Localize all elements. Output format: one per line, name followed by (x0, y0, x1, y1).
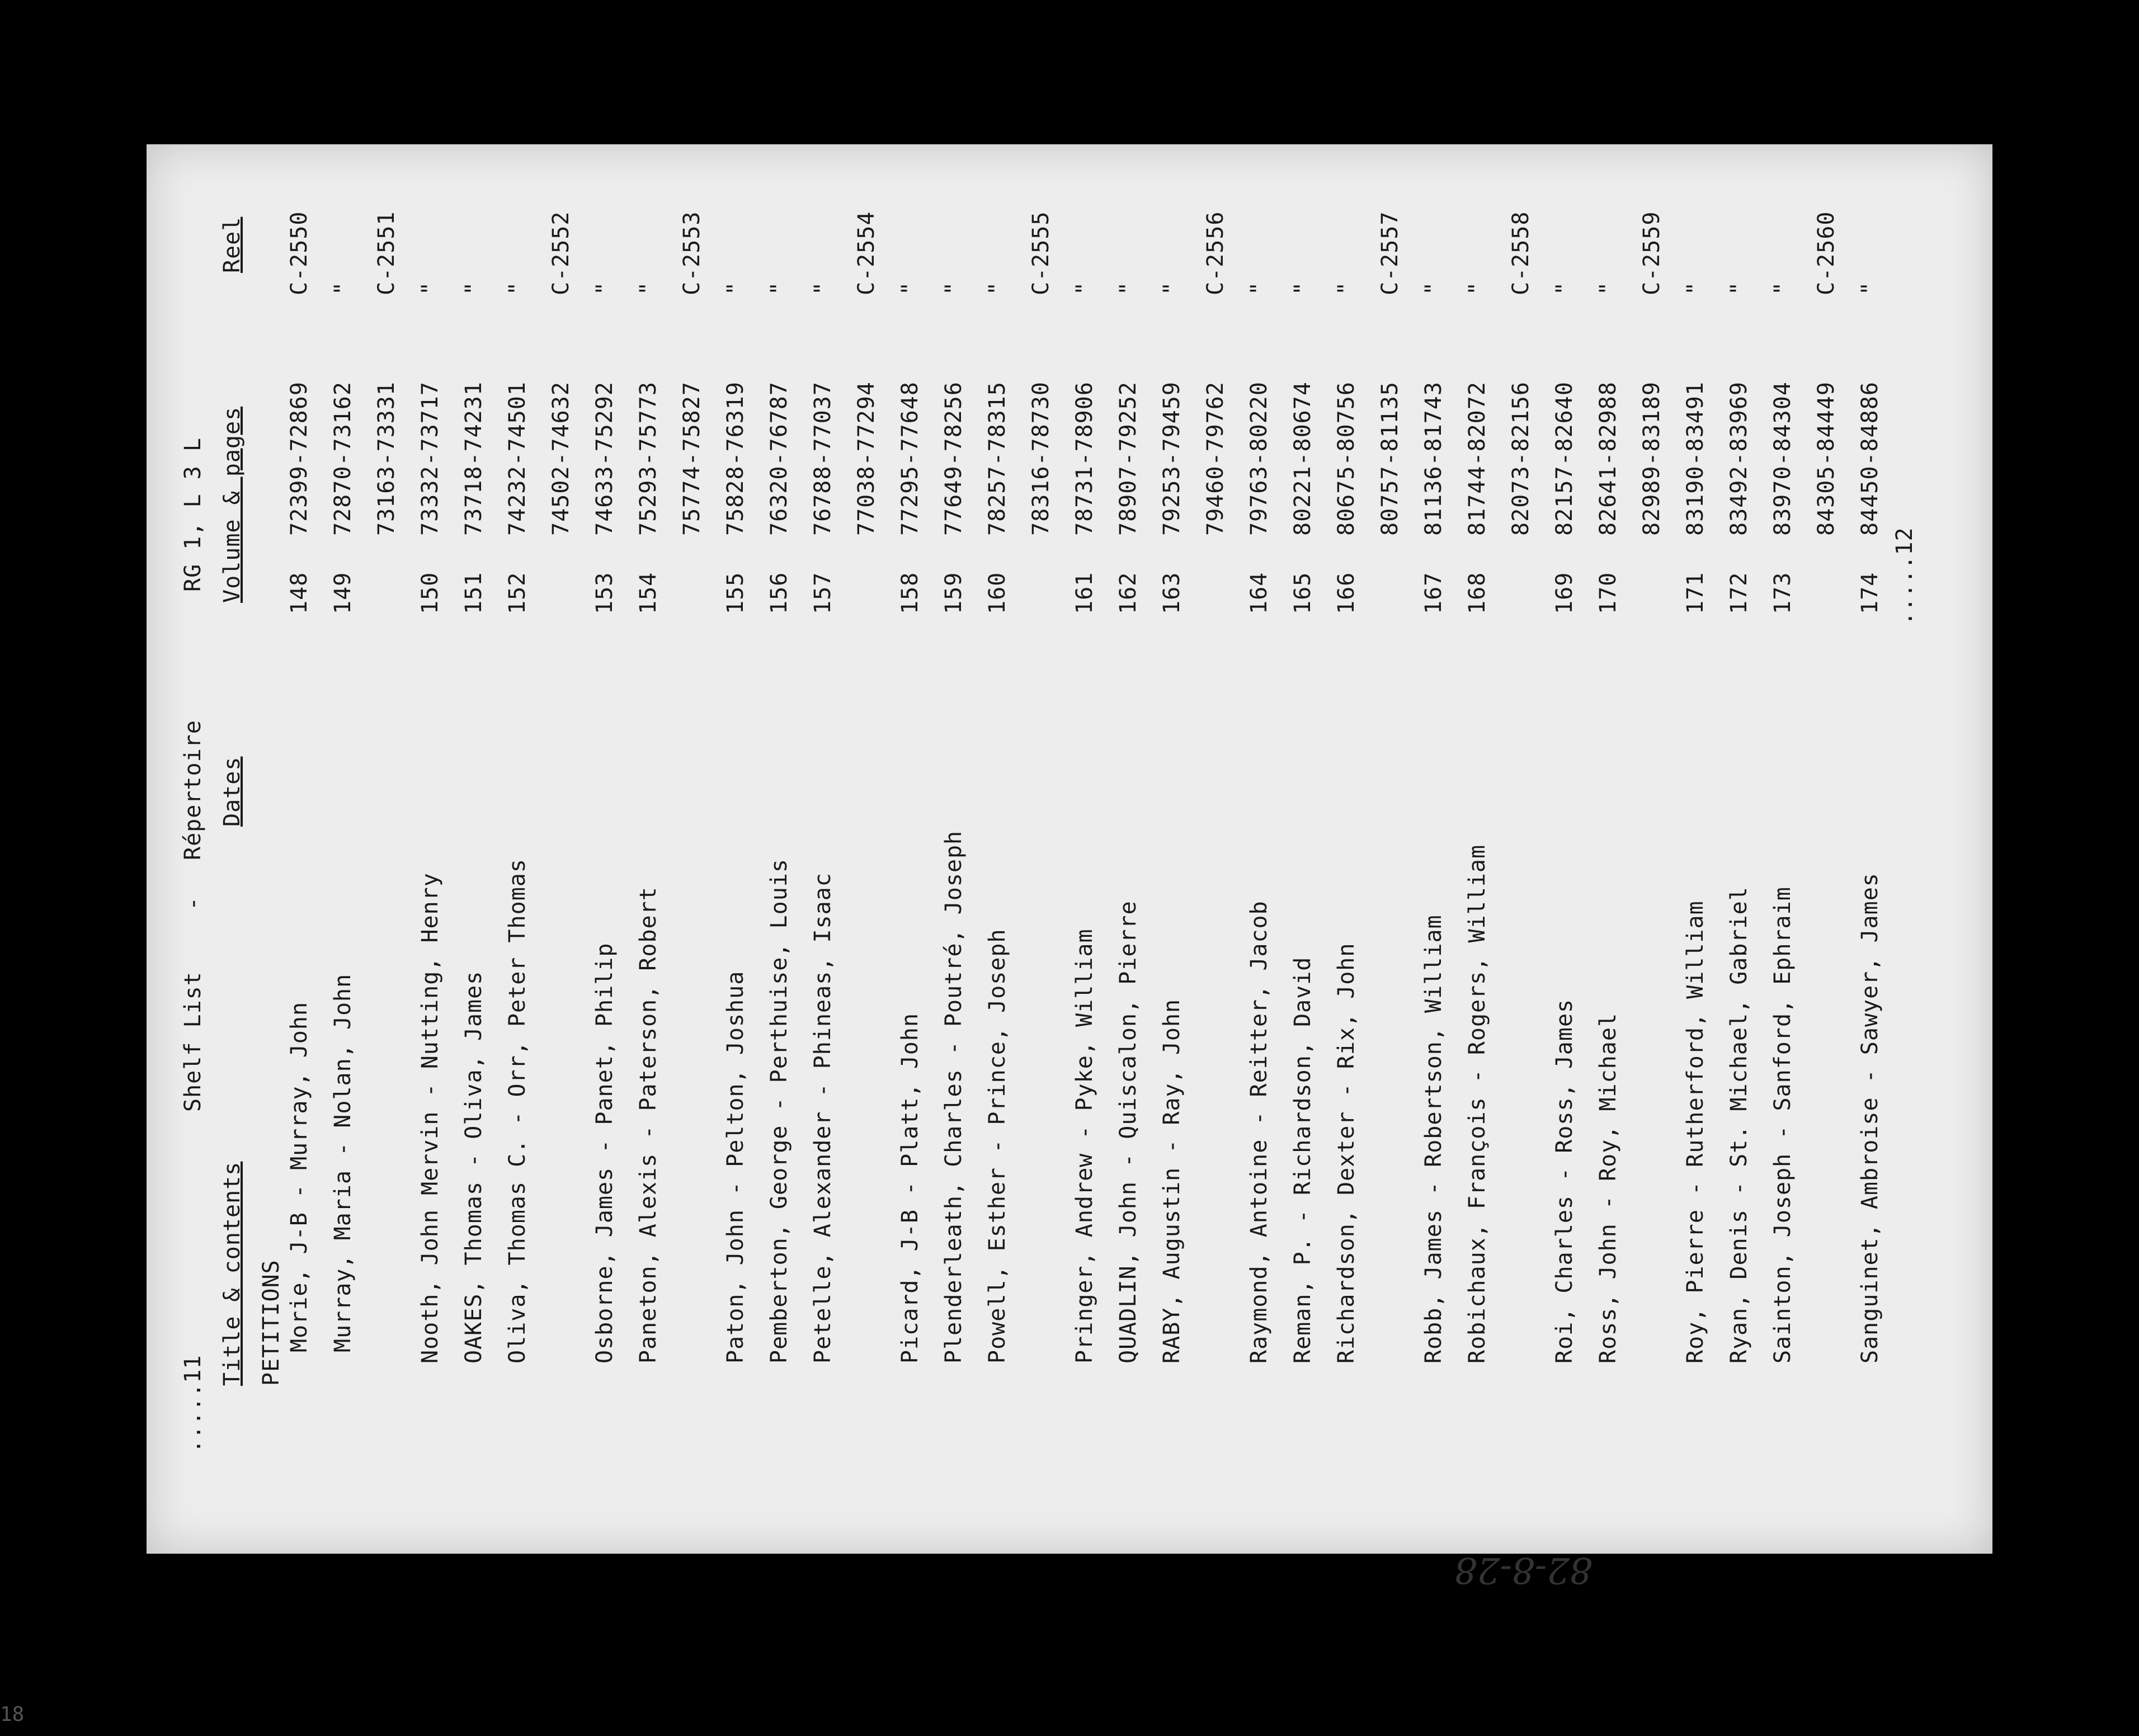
entry-name: Petelle, Alexander - Phineas, Isaac (810, 872, 836, 1364)
col-reel: Reel (219, 216, 245, 273)
entry-pages: 84305-84449 (1813, 381, 1839, 536)
entry-volume: 151 (461, 572, 487, 614)
entry-name: Pemberton, George - Perthuise, Louis (766, 858, 792, 1364)
entry-name: Raymond, Antoine - Reitter, Jacob (1246, 900, 1272, 1364)
entry-volume: 155 (723, 572, 748, 614)
entry-reel: " (1421, 281, 1447, 295)
entry-reel: C-2553 (679, 211, 705, 295)
table-row (505, 144, 544, 1554)
entry-name: Paneton, Alexis - Paterson, Robert (635, 886, 661, 1364)
table-row (1290, 144, 1329, 1554)
entry-reel: C-2554 (854, 211, 879, 295)
entry-volume: 161 (1072, 572, 1097, 614)
entry-volume: 148 (286, 572, 312, 614)
entry-pages: 75774-75827 (679, 381, 705, 536)
entry-name: Picard, J-B - Platt, John (897, 1012, 923, 1364)
table-row (1770, 144, 1809, 1554)
entry-reel: C-2557 (1377, 211, 1403, 295)
entry-reel: " (1595, 281, 1621, 295)
entry-name: Reman, P. - Richardson, David (1290, 956, 1316, 1364)
entry-name: Sainton, Joseph - Sanford, Ephraim (1770, 886, 1796, 1364)
entry-reel: " (810, 281, 836, 295)
table-row (286, 144, 326, 1554)
entry-reel: " (1464, 281, 1490, 295)
entry-volume: 174 (1857, 572, 1883, 614)
entry-reel: " (1552, 281, 1577, 295)
reference: RG 1, L 3 L (180, 437, 206, 592)
entry-pages: 77295-77648 (897, 381, 923, 536)
entry-reel: " (417, 281, 443, 295)
entry-reel: " (461, 281, 487, 295)
table-row (679, 144, 718, 1554)
table-row (1857, 144, 1896, 1554)
page-prev-marker: .....11 (180, 1355, 206, 1453)
entry-pages: 80757-81135 (1377, 381, 1403, 536)
entry-reel: C-2560 (1813, 211, 1839, 295)
table-row (1813, 144, 1853, 1554)
table-row (1464, 144, 1504, 1554)
table-row (854, 144, 893, 1554)
col-title: Title & contents (219, 1161, 245, 1386)
entry-pages: 82157-82640 (1552, 381, 1577, 536)
entry-volume: 170 (1595, 572, 1621, 614)
table-row (1639, 144, 1678, 1554)
table-row (461, 144, 500, 1554)
entry-pages: 82989-83189 (1639, 381, 1665, 536)
entry-pages: 72870-73162 (330, 381, 356, 536)
entry-volume: 173 (1770, 572, 1796, 614)
entry-name: Ryan, Denis - St. Michael, Gabriel (1726, 886, 1752, 1364)
table-row (1508, 144, 1547, 1554)
entry-reel: " (1159, 281, 1185, 295)
entry-reel: " (1115, 281, 1141, 295)
entry-reel: C-2550 (286, 211, 312, 295)
entry-reel: " (1770, 281, 1796, 295)
entry-pages: 79460-79762 (1203, 381, 1228, 536)
entry-pages: 76320-76787 (766, 381, 792, 536)
entry-volume: 156 (766, 572, 792, 614)
entry-pages: 75293-75773 (635, 381, 661, 536)
entry-volume: 169 (1552, 572, 1577, 614)
entry-reel: " (592, 281, 618, 295)
entry-pages: 79253-79459 (1159, 381, 1185, 536)
entry-name: Nooth, John Mervin - Nutting, Henry (417, 872, 443, 1364)
entry-pages: 77038-77294 (854, 381, 879, 536)
entry-name: Oliva, Thomas C. - Orr, Peter Thomas (505, 858, 530, 1364)
entry-pages: 78731-78906 (1072, 381, 1097, 536)
entry-reel: " (635, 281, 661, 295)
col-dates: Dates (219, 756, 245, 827)
table-row (1072, 144, 1111, 1554)
table-row (635, 144, 675, 1554)
entry-reel: " (723, 281, 748, 295)
entry-pages: 77649-78256 (941, 381, 967, 536)
corner-mark: 18 (0, 1703, 25, 1726)
entry-volume: 166 (1334, 572, 1359, 614)
entry-reel: " (897, 281, 923, 295)
entry-name: RABY, Augustin - Ray, John (1159, 998, 1185, 1364)
table-row (417, 144, 456, 1554)
entry-name: Richardson, Dexter - Rix, John (1334, 942, 1359, 1364)
entry-reel: C-2551 (374, 211, 399, 295)
entry-pages: 83190-83491 (1683, 381, 1708, 536)
entry-volume: 152 (505, 572, 530, 614)
table-row (766, 144, 805, 1554)
handwritten-note: 82-8-28 (1454, 1549, 1593, 1591)
table-row (1683, 144, 1722, 1554)
title-dash: - (180, 896, 206, 911)
entry-pages: 76788-77037 (810, 381, 836, 536)
entry-pages: 83970-84304 (1770, 381, 1796, 536)
table-row (592, 144, 631, 1554)
entry-pages: 78257-78315 (984, 381, 1010, 536)
entry-name: Paton, John - Pelton, Joshua (723, 970, 748, 1364)
entry-name: Plenderleath, Charles - Poutré, Joseph (941, 830, 967, 1364)
entry-reel: " (1334, 281, 1359, 295)
entry-pages: 81136-81743 (1421, 381, 1447, 536)
entry-name: Ross, John - Roy, Michael (1595, 1012, 1621, 1364)
entry-pages: 80221-80674 (1290, 381, 1316, 536)
table-row (1246, 144, 1285, 1554)
table-row (1595, 144, 1634, 1554)
entry-reel: " (505, 281, 530, 295)
entry-pages: 74502-74632 (548, 381, 574, 536)
entry-reel: C-2558 (1508, 211, 1534, 295)
entry-reel: " (941, 281, 967, 295)
table-row (1159, 144, 1198, 1554)
entry-reel: " (1726, 281, 1752, 295)
entry-pages: 79763-80220 (1246, 381, 1272, 536)
entry-pages: 83492-83969 (1726, 381, 1752, 536)
entry-volume: 167 (1421, 572, 1447, 614)
table-row (723, 144, 762, 1554)
table-row (810, 144, 849, 1554)
page-next-marker: .....12 (1892, 527, 1917, 625)
entry-volume: 171 (1683, 572, 1708, 614)
entry-pages: 75828-76319 (723, 381, 748, 536)
entry-volume: 150 (417, 572, 443, 614)
entry-name: Morie, J-B - Murray, John (286, 1001, 312, 1352)
table-row (1552, 144, 1591, 1554)
entry-volume: 164 (1246, 572, 1272, 614)
entry-pages: 82641-82988 (1595, 381, 1621, 536)
entry-reel: " (330, 281, 356, 295)
doc-subtitle: Répertoire (180, 720, 206, 860)
entry-reel: C-2552 (548, 211, 574, 295)
entry-volume: 172 (1726, 572, 1752, 614)
entry-name: Roy, Pierre - Rutherford, William (1683, 900, 1708, 1364)
entry-reel: C-2556 (1203, 211, 1228, 295)
entry-pages: 78316-78730 (1028, 381, 1054, 536)
entry-volume: 159 (941, 572, 967, 614)
entry-pages: 74633-75292 (592, 381, 618, 536)
table-row (1203, 144, 1242, 1554)
entry-pages: 78907-79252 (1115, 381, 1141, 536)
entry-pages: 74232-74501 (505, 381, 530, 536)
table-row (374, 144, 413, 1554)
entry-name: Murray, Maria - Nolan, John (330, 973, 356, 1352)
entry-reel: " (1683, 281, 1708, 295)
entry-reel: " (1246, 281, 1272, 295)
entry-pages: 73332-73717 (417, 381, 443, 536)
entry-name: Pringer, Andrew - Pyke, William (1072, 928, 1097, 1364)
table-row (1028, 144, 1067, 1554)
entry-pages: 84450-84886 (1857, 381, 1883, 536)
entry-name: Powell, Esther - Prince, Joseph (984, 928, 1010, 1364)
entry-reel: C-2559 (1639, 211, 1665, 295)
entry-reel: " (766, 281, 792, 295)
table-row (941, 144, 980, 1554)
doc-title: Shelf List (180, 971, 206, 1112)
entry-name: Osborne, James - Panet, Philip (592, 942, 618, 1364)
entry-volume: 154 (635, 572, 661, 614)
entry-volume: 160 (984, 572, 1010, 614)
entry-volume: 168 (1464, 572, 1490, 614)
entry-pages: 82073-82156 (1508, 381, 1534, 536)
entry-pages: 81744-82072 (1464, 381, 1490, 536)
table-row (330, 144, 369, 1554)
table-row (1334, 144, 1373, 1554)
entry-name: Sanguinet, Ambroise - Sawyer, James (1857, 872, 1883, 1364)
table-row (1377, 144, 1416, 1554)
shelf-list-document (147, 144, 1992, 1554)
entry-name: Roi, Charles - Ross, James (1552, 998, 1577, 1364)
section-label: PETITIONS (258, 1259, 284, 1386)
entry-name: OAKES, Thomas - Oliva, James (461, 970, 487, 1364)
document-page (147, 144, 1992, 1554)
entry-pages: 73718-74231 (461, 381, 487, 536)
entry-pages: 80675-80756 (1334, 381, 1359, 536)
entry-volume: 165 (1290, 572, 1316, 614)
entry-pages: 72399-72869 (286, 381, 312, 536)
entry-name: Robb, James - Robertson, William (1421, 914, 1447, 1364)
table-row (1115, 144, 1155, 1554)
entry-reel: " (1072, 281, 1097, 295)
entry-reel: " (1857, 281, 1883, 295)
entry-volume: 158 (897, 572, 923, 614)
table-row (984, 144, 1024, 1554)
entry-volume: 149 (330, 572, 356, 614)
entry-volume: 157 (810, 572, 836, 614)
entry-pages: 73163-73331 (374, 381, 399, 536)
entry-name: QUADLIN, John - Quiscalon, Pierre (1115, 900, 1141, 1364)
entry-reel: " (1290, 281, 1316, 295)
entry-reel: C-2555 (1028, 211, 1054, 295)
entry-name: Robichaux, François - Rogers, William (1464, 844, 1490, 1364)
entry-volume: 162 (1115, 572, 1141, 614)
table-row (548, 144, 587, 1554)
table-row (1421, 144, 1460, 1554)
table-row (897, 144, 936, 1554)
table-row (1726, 144, 1765, 1554)
entry-volume: 163 (1159, 572, 1185, 614)
col-volume: Volume & pages (219, 406, 245, 603)
entry-reel: " (984, 281, 1010, 295)
entry-volume: 153 (592, 572, 618, 614)
